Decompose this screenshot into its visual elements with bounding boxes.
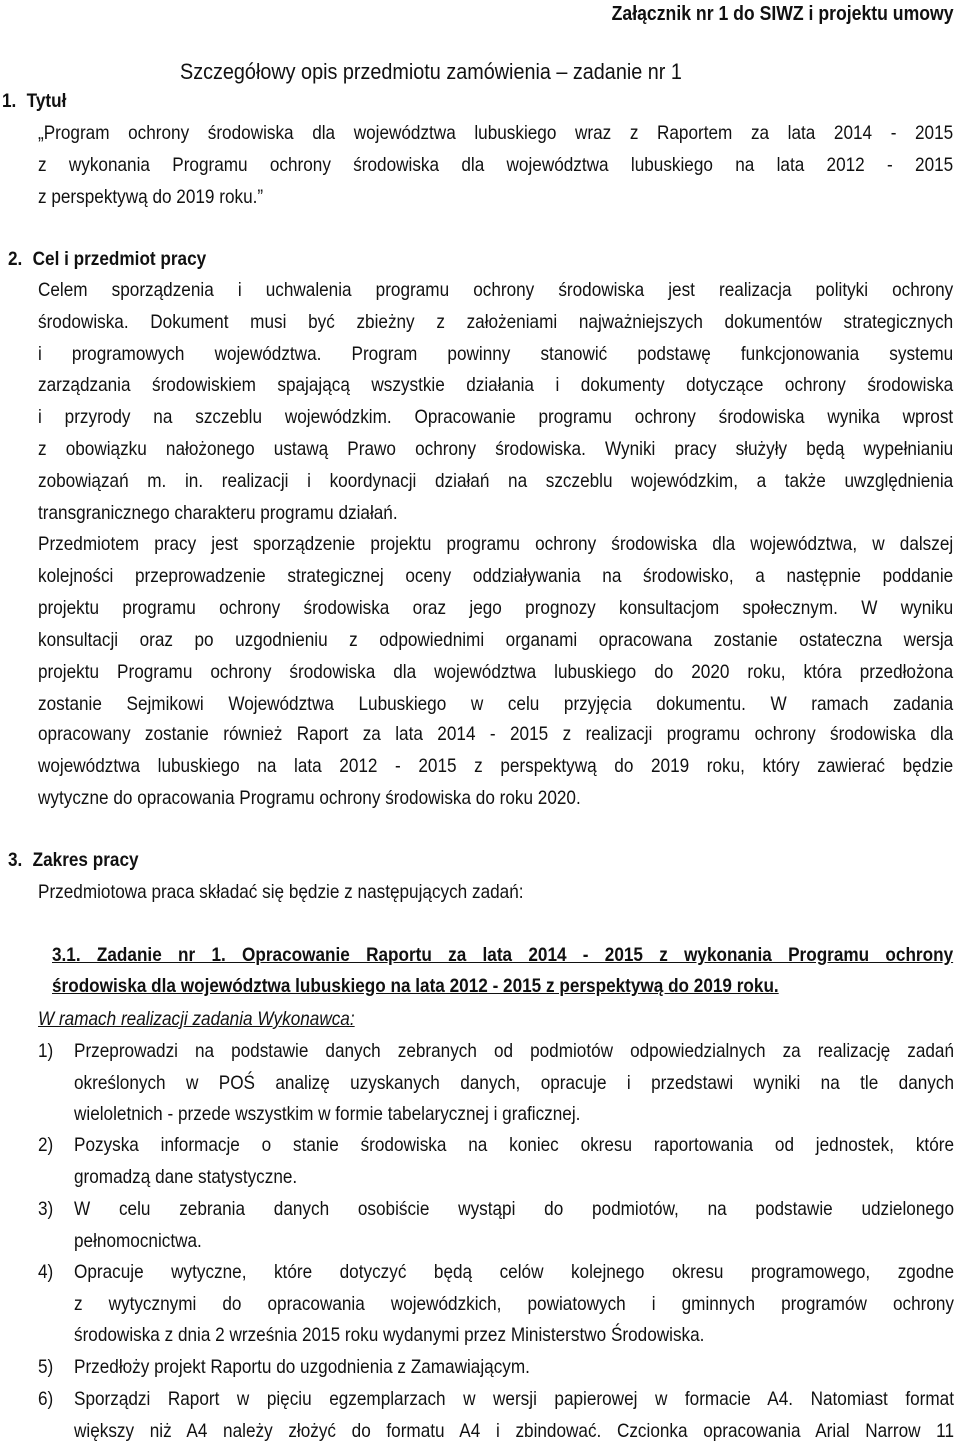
section-3-intro: Przedmiotowa praca składać się będzie z następujących zadań: bbox=[38, 881, 524, 903]
list-item-line: Przedłoży projekt Raportu do uzgodnienia z Zamawiającym. bbox=[74, 1356, 530, 1378]
section-2-line: zostanie Sejmikowi Województwa Lubuskiego w celu przyjęcia dokumentu. W ramach zadania bbox=[38, 693, 954, 715]
list-item-number: 3) bbox=[38, 1198, 54, 1220]
attachment-label: Załącznik nr 1 do SIWZ i projektu umowy bbox=[612, 2, 954, 25]
section-2-line: Celem sporządzenia i uchwalenia programu ochrony środowiska jest realizacja polityki ochrony bbox=[38, 279, 954, 301]
section-3-title: Zakres pracy bbox=[32, 849, 139, 871]
list-item-line: środowiska z dnia 2 września 2015 roku wydanymi przez Ministerstwo Środowiska. bbox=[74, 1324, 705, 1346]
section-2-line: środowiska. Dokument musi być zbieżny z założeniami najważniejszych dokumentów strategicznych bbox=[38, 311, 954, 333]
section-1-title: Tytuł bbox=[26, 90, 67, 112]
section-1-number: 1. bbox=[2, 90, 17, 112]
list-item-number: 4) bbox=[38, 1261, 54, 1283]
section-2-line: i programowych województwa. Program powinny stanowić podstawę funkcjonowania systemu bbox=[38, 343, 954, 365]
section-2-heading bbox=[8, 247, 206, 271]
task-heading-line-1: 3.1. Zadanie nr 1. Opracowanie Raportu za lata 2014 - 2015 z wykonania Programu ochrony bbox=[52, 944, 954, 966]
section-1-heading bbox=[2, 89, 66, 113]
list-item-line: wieloletnich - przede wszystkim w formie tabelarycznej i graficznej. bbox=[74, 1103, 581, 1125]
section-2-line: wytyczne do opracowania Programu ochrony środowiska do roku 2020. bbox=[38, 787, 581, 809]
list-item-line: Opracuje wytyczne, które dotyczyć będą celów kolejnego okresu programowego, zgodne bbox=[74, 1261, 954, 1283]
list-item-number: 2) bbox=[38, 1134, 54, 1156]
list-item-line: pełnomocnictwa. bbox=[74, 1229, 202, 1252]
section-1-line: z wykonania Programu ochrony środowiska dla województwa lubuskiego na lata 2012 - 2015 bbox=[38, 154, 954, 176]
list-item-line: większy niż A4 należy złożyć do formatu A4 i zbindować. Czcionka opracowania Arial Narrow 11 bbox=[74, 1419, 954, 1442]
list-item-line: Przeprowadzi na podstawie danych zebranych od podmiotów odpowiedzialnych za realizację zadań bbox=[74, 1040, 954, 1062]
section-2-line: transgranicznego charakteru programu działań. bbox=[38, 502, 398, 524]
section-2-line: województwa lubuskiego na lata 2012 - 2015 z perspektywą do 2019 roku, który zawierać będzie bbox=[38, 755, 954, 777]
document-title: Szczegółowy opis przedmiotu zamówienia – zadanie nr 1 bbox=[180, 59, 682, 84]
section-2-line: z obowiązku nałożonego ustawą Prawo ochrony środowiska. Wyniki pracy służyły będą wypełnianiu bbox=[38, 438, 954, 460]
section-1-line: „Program ochrony środowiska dla województwa lubuskiego wraz z Raportem za lata 2014 - 2015 bbox=[38, 122, 954, 144]
section-3-heading bbox=[8, 848, 139, 872]
section-2-line: kolejności przeprowadzenie strategicznej oceny oddziaływania na środowisko, a następnie poddanie bbox=[38, 565, 954, 587]
list-item-number: 5) bbox=[38, 1356, 54, 1378]
task-heading-line-2: środowiska dla województwa lubuskiego na lata 2012 - 2015 z perspektywą do 2019 roku. bbox=[52, 975, 779, 997]
list-item-number: 1) bbox=[38, 1040, 54, 1062]
list-item-line: W celu zebrania danych osobiście wystąpi do podmiotów, na podstawie udzielonego bbox=[74, 1198, 954, 1220]
list-item-line: Pozyska informacje o stanie środowiska na koniec okresu raportowania od jednostek, które bbox=[74, 1134, 954, 1156]
section-1-line: z perspektywą do 2019 roku.” bbox=[38, 186, 264, 208]
list-item-line: określonych w POŚ analizę uzyskanych danych, opracuje i przedstawi wyniki na tle danych bbox=[74, 1071, 954, 1094]
list-item-number: 6) bbox=[38, 1388, 54, 1410]
task-lead: W ramach realizacji zadania Wykonawca: bbox=[38, 1008, 355, 1030]
section-2-number: 2. bbox=[8, 248, 23, 270]
section-2-line: zobowiązań m. in. realizacji i koordynacji działań na szczeblu wojewódzkim, a także uwzględnienia bbox=[38, 470, 954, 492]
list-item-line: z wytycznymi do opracowania wojewódzkich, powiatowych i gminnych programów ochrony bbox=[74, 1292, 954, 1315]
section-2-title: Cel i przedmiot pracy bbox=[32, 248, 207, 270]
section-2-line: konsultacji oraz po uzgodnieniu z odpowiednimi organami opracowana zostanie ostateczna wersja bbox=[38, 629, 954, 651]
section-2-line: i przyrody na szczeblu wojewódzkim. Opracowanie programu ochrony środowiska wynika wprost bbox=[38, 406, 954, 428]
section-2-line: projektu programu ochrony środowiska oraz jego prognozy konsultacjom społecznym. W wyniku bbox=[38, 597, 954, 619]
section-3-number: 3. bbox=[8, 849, 23, 871]
list-item-line: Sporządzi Raport w pięciu egzemplarzach w wersji papierowej w formacie A4. Natomiast format bbox=[74, 1388, 954, 1410]
section-2-line: Przedmiotem pracy jest sporządzenie projektu programu ochrony środowiska dla województwa, w dalszej bbox=[38, 533, 954, 555]
list-item-line: gromadzą dane statystyczne. bbox=[74, 1165, 298, 1188]
section-2-line: zarządzania środowiskiem spajającą wszystkie działania i dokumenty dotyczące ochrony środowiska bbox=[38, 374, 954, 396]
section-2-line: opracowany zostanie również Raport za lata 2014 - 2015 z realizacji programu ochrony środowiska dla bbox=[38, 723, 954, 745]
section-2-line: projektu Programu ochrony środowiska dla województwa lubuskiego do 2020 roku, która przedłożona bbox=[38, 661, 954, 683]
